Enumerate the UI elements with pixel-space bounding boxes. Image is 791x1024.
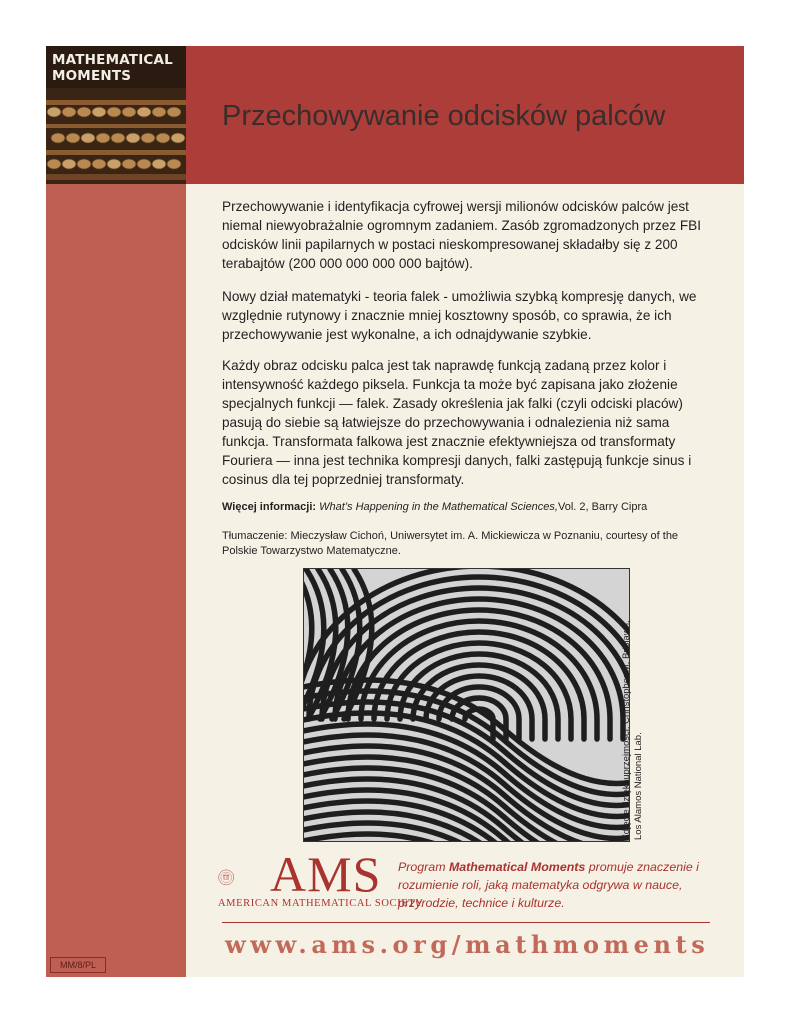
photo-credit-line-2: Los Alamos National Lab. — [633, 732, 644, 840]
paragraph-1: Przechowywanie i identyfikacja cyfrowej wersji milionów odcisków palców jest niemal niewyobrażalnie ogromnym zadaniem. Zasób zgromadzonych przez FBI odcisków linii papilarnych w postaci nieskompresowanej składałby się z 200 terabajtów (200 000 000 000 000 bajtów). — [222, 199, 702, 271]
paragraph-3: Każdy obraz odcisku palca jest tak naprawdę funkcją zadaną przez kolor i intensywność każdego piksela. Funkcja ta może być zapisana jako złożenie specjalnych funkcji — falek. Zasady określenia jak falki (czyli odciski placów) pasują do siebie są łatwiejsze do przechowywania i odnalezienia niż sama funkcja. Transformata falkowa jest znacznie efektywniejsza od transformaty Fouriera — inna jest technika kompresji danych, falki zastępują funkcje sinus i cosinus dla tej poprzedniej transformaty. — [222, 358, 692, 487]
ams-wordmark: AMS — [270, 846, 382, 902]
mathematical-moments-logo — [46, 46, 186, 184]
more-info-rest: Vol. 2, Barry Cipra — [557, 501, 648, 513]
abacus-image — [46, 88, 186, 184]
more-info — [222, 500, 714, 515]
more-info-label: Więcej informacji: — [222, 501, 317, 513]
footer-divider — [222, 922, 710, 923]
program-name: Mathematical Moments — [448, 860, 586, 874]
page-title: Przechowywanie odcisków palców — [222, 100, 666, 132]
ams-society-name: AMERICAN MATHEMATICAL SOCIETY — [218, 898, 424, 909]
translation-credit: Tłumaczenie: Mieczysław Cichoń, Uniwersytet im. A. Mickiewicza w Poznaniu, courtesy of the Polskie Towarzystwo Matematyczne. — [222, 530, 679, 557]
logo-text — [52, 52, 173, 84]
left-sidebar-band — [46, 46, 186, 977]
program-prefix: Program — [398, 860, 449, 874]
document-code: MM/8/PL — [50, 957, 106, 973]
paragraph-2: Nowy dział matematyki - teoria falek - umożliwia szybką kompresję danych, we względnie rutynowy i znacznie mniej kosztowny sposób, co sprawia, że ich przechowywanie jest wykonalne, a ich odnajdywanie szybkie. — [222, 289, 697, 342]
program-description — [398, 858, 728, 912]
logo-line-2: MOMENTS — [52, 68, 132, 84]
program-suffix: promuje znaczenie i rozumienie roli, jaką matematyka odgrywa w nauce, przyrodzie, technice i kulturze. — [398, 860, 699, 910]
website-url[interactable]: www.ams.org/mathmoments — [225, 930, 710, 959]
logo-line-1: MATHEMATICAL — [52, 52, 173, 68]
photo-credit — [621, 620, 645, 840]
fingerprint-image — [303, 568, 630, 842]
photo-credit-line-1: Zdjęcie dzięki uprzejmości: Christopher M. Brislawn, — [621, 620, 632, 840]
ams-seal-icon — [218, 852, 270, 904]
more-info-title: What’s Happening in the Mathematical Sciences, — [319, 501, 558, 513]
